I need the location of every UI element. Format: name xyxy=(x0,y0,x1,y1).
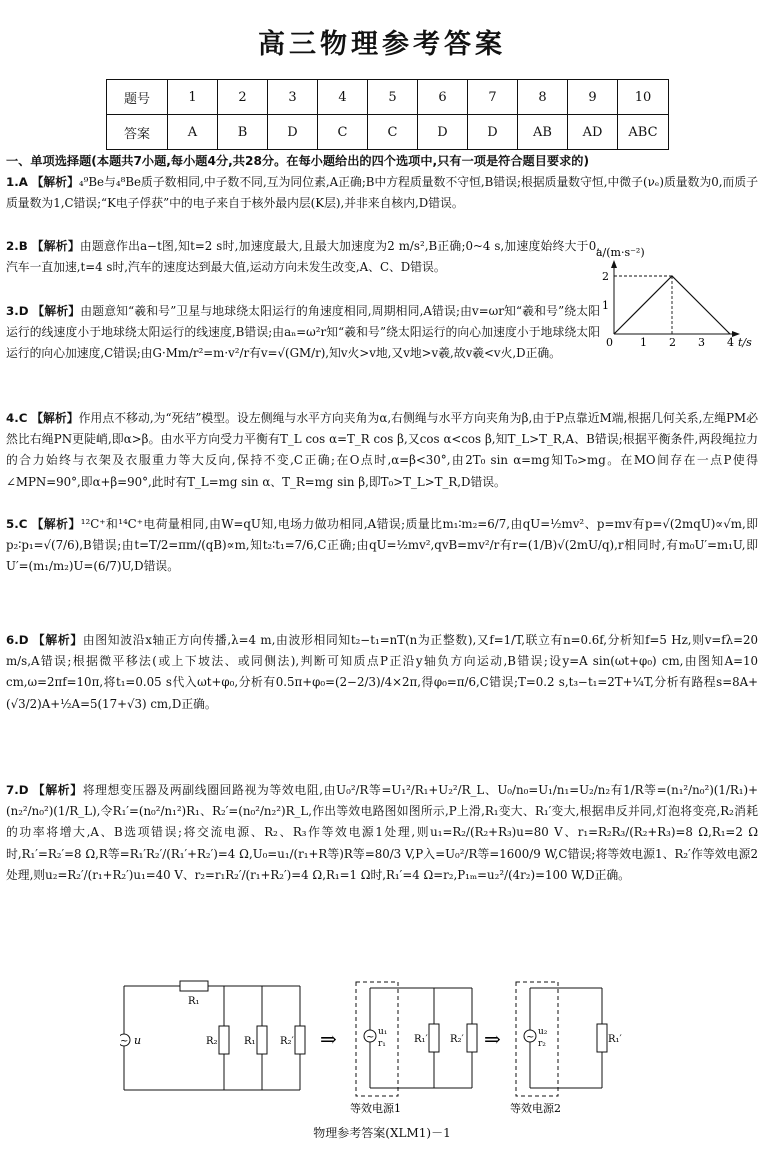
r2p-label-2: R₂′ xyxy=(450,1034,464,1045)
item-text: 作用点不移动,为“死结”模型。设左侧绳与水平方向夹角为α,右侧绳与水平方向夹角为β,由于P点靠近M端,根据几何关系,左绳PM必然比右绳PN更陡峭,即α>β。由水平方向受力平衡有T_L cos α=T_R cos β,又cos α<cos β,知T_L>T_R,A、B错误;根据平衡条件,两段绳拉力的合力始终与衣架及衣服重力等大反向,保持不变,C正确;在O点时,α=β<30°,由2T₀ sin α=mg知T₀>mg。在MO间存在一点P使得∠MPN=90°,即α+β=90°,此时有T_L=mg sin α、T_R=mg sin β,即T₀>T_L>T_R,D错误。 xyxy=(6,411,758,489)
cell: D xyxy=(268,115,318,150)
cell: AD xyxy=(568,115,618,150)
y-tick: 1 xyxy=(602,299,609,312)
cell: A xyxy=(168,115,218,150)
cell: ABC xyxy=(618,115,669,150)
cell: B xyxy=(218,115,268,150)
arrow-1: ⇒ xyxy=(320,1027,337,1051)
x-tick: 3 xyxy=(698,336,705,349)
r1-label: R₁ xyxy=(188,996,200,1007)
analysis-tag: 【解析】 xyxy=(32,633,83,647)
cell: D xyxy=(468,115,518,150)
item-text: ₄⁹Be与₄⁸Be质子数相同,中子数不同,互为同位素,A正确;B中方程质量数不守恒,B错误;根据质量数守恒,中微子(νₑ)质量数为0,而质子质量数为1,C错误;“K电子俘获”中的电子来自于核外最内层(K层),并非来自核内,D错误。 xyxy=(6,175,758,211)
solution-item-6 xyxy=(6,630,758,715)
rr2-label: r₂ xyxy=(538,1039,546,1049)
solution-item-3 xyxy=(6,301,600,365)
analysis-tag: 【解析】 xyxy=(31,239,80,253)
cell: AB xyxy=(518,115,568,150)
table-row-numbers xyxy=(107,80,669,115)
svg-text:~: ~ xyxy=(526,1032,535,1043)
u1-label: u₁ xyxy=(378,1027,388,1037)
solution-item-7 xyxy=(6,780,758,886)
equivalent-circuit-diagram xyxy=(120,978,640,1118)
cell: C xyxy=(368,115,418,150)
source-label: u xyxy=(134,1034,142,1047)
rr1-label: r₁ xyxy=(378,1039,386,1049)
analysis-tag: 【解析】 xyxy=(31,517,81,531)
acceleration-time-graph xyxy=(590,240,762,358)
eq2-caption: 等效电源2 xyxy=(510,1102,561,1115)
answer-table xyxy=(106,79,669,150)
analysis-tag: 【解析】 xyxy=(31,411,79,425)
arrow-2: ⇒ xyxy=(484,1027,501,1051)
cell: 4 xyxy=(318,80,368,115)
cell: D xyxy=(418,115,468,150)
r1p-label-2: R₁′ xyxy=(608,1034,622,1045)
analysis-tag: 【解析】 xyxy=(32,783,83,797)
page-title: 高三物理参考答案 xyxy=(258,29,506,60)
x-tick: 2 xyxy=(669,336,676,349)
page-footer: 物理参考答案(XLM1)－1 xyxy=(313,1126,451,1140)
item-text: 由题意作出a−t图,知t=2 s时,加速度最大,且最大加速度为2 m/s²,B正确;0~4 s,加速度始终大于0,汽车一直加速,t=4 s时,汽车的速度达到最大值,运动方向未发生改变,A、C、D错误。 xyxy=(6,239,600,275)
x-tick: 1 xyxy=(640,336,647,349)
solution-item-5 xyxy=(6,514,758,578)
row-label: 答案 xyxy=(107,115,168,150)
item-number: 5.C xyxy=(6,517,28,531)
section-heading: 一、单项选择题(本题共7小题,每小题4分,共28分。在每小题给出的四个选项中,只有一项是符合题目要求的) xyxy=(6,154,590,168)
eq1-caption: 等效电源1 xyxy=(350,1102,401,1115)
item-text: 由图知波沿x轴正方向传播,λ=4 m,由波形相同知t₂−t₁=nT(n为正整数),又f=1/T,联立有n=0.6f,分析知f=5 Hz,则v=fλ=20 m/s,A错误;根据微平移法(或上下坡法、或同侧法),判断可知质点P正沿y轴负方向运动,B错误;设y=A sin(ωt+φ₀) cm,由图知A=10 cm,ω=2πf=10π,将t₁=0.05 s代入ωt+φ₀,分析有0.5π+φ₀=(2−2/3)/4×2π,得φ₀=π/6,C错误;T=0.2 s,t₃−t₁=2T+¼T,分析有路程s=8A+(√3/2)A+½A=5(17+√3) cm,D正确。 xyxy=(6,633,758,711)
solution-item-1 xyxy=(6,172,758,214)
cell: 5 xyxy=(368,80,418,115)
solution-item-2 xyxy=(6,236,600,278)
cell: 6 xyxy=(418,80,468,115)
cell: 7 xyxy=(468,80,518,115)
cell: 2 xyxy=(218,80,268,115)
item-number: 4.C xyxy=(6,411,28,425)
item-number: 3.D xyxy=(6,304,29,318)
item-number: 6.D xyxy=(6,633,29,647)
graph-line xyxy=(614,276,730,334)
y-axis-label: a/(m·s⁻²) xyxy=(596,246,645,259)
analysis-tag: 【解析】 xyxy=(31,175,79,189)
item-number: 7.D xyxy=(6,783,29,797)
y-tick: 2 xyxy=(602,270,609,283)
row-label: 题号 xyxy=(107,80,168,115)
svg-text:~: ~ xyxy=(120,1036,129,1047)
item-text: ¹²C⁺和¹⁴C⁺电荷量相同,由W=qU知,电场力做功相同,A错误;质量比m₁∶m₂=6/7,由qU=½mv²、p=mv有p=√(2mqU)∝√m,即p₂∶p₁=√(7/6),B错误;由t=T/2=πm/(qB)∝m,知t₂∶t₁=7/6,C正确;由qU=½mv²,qvB=mv²/r有r=(1/B)√(2mU/q),r相同时,有m₀U′=m₁U,即U′=(m₁/m₂)U=(6/7)U,D错误。 xyxy=(6,517,759,574)
item-text: 将理想变压器及两副线圈回路视为等效电阻,由U₀²/R等=U₁²/R₁+U₂²/R_L、U₀/n₀=U₁/n₁=U₂/n₂有1/R等=(n₁²/n₀²)(1/R₁)+(n₂²/n₀²)(1/R_L),令R₁′=(n₀²/n₁²)R₁、R₂′=(n₀²/n₂²)R_L,作出等效电路图如图所示,P上滑,R₁变大、R₁′变大,根据串反并同,灯泡将变亮,R₂消耗的功率将增大,A、B选项错误;将交流电源、R₂、R₃作等效电源1处理,则u₁=R₂/(R₂+R₃)u=80 V、r₁=R₂R₃/(R₂+R₃)=8 Ω,R₁=2 Ω时,R₁′=R₂′=8 Ω,R等=R₁′R₂′/(R₁′+R₂′)=4 Ω,U₀=u₁/(r₁+R等)R等=80/3 V,P入=U₀²/R等=1600/9 W,C错误;将等效电源1、R₂′作等效电源2处理,则u₂=R₂′/(r₁+R₂′)u₁=40 V、r₂=r₁R₂′/(r₁+R₂′)=4 Ω,R₁=1 Ω时,R₁′=4 Ω=r₂,P₁ₘ=u₂²/(4r₂)=100 W,D正确。 xyxy=(6,783,758,882)
cell: C xyxy=(318,115,368,150)
cell: 8 xyxy=(518,80,568,115)
svg-text:~: ~ xyxy=(366,1032,375,1043)
cell: 1 xyxy=(168,80,218,115)
analysis-tag: 【解析】 xyxy=(32,304,81,318)
item-number: 2.B xyxy=(6,239,28,253)
cell: 10 xyxy=(618,80,669,115)
cell: 9 xyxy=(568,80,618,115)
item-number: 1.A xyxy=(6,175,28,189)
r1p-label: R₁′ xyxy=(414,1034,428,1045)
x-tick: 0 xyxy=(606,336,613,349)
u2-label: u₂ xyxy=(538,1027,548,1037)
r2p-label: R₂′ xyxy=(280,1036,294,1047)
x-tick: 4 xyxy=(727,336,734,349)
solution-item-4 xyxy=(6,408,758,493)
r2-label: R₂ xyxy=(206,1036,218,1047)
cell: 3 xyxy=(268,80,318,115)
r1-label-2: R₁ xyxy=(244,1036,256,1047)
item-text: 由题意知“羲和号”卫星与地球绕太阳运行的角速度相同,周期相同,A错误;由v=ωr知“羲和号”绕太阳运行的线速度小于地球绕太阳运行的线速度,B错误;由aₙ=ω²r知“羲和号”绕太阳运行的向心加速度小于地球绕太阳运行的向心加速度,C错误;由G·Mm/r²=m·v²/r有v=√(GM/r),知v火>v地,又v地>v羲,故v羲<v火,D正确。 xyxy=(6,304,600,361)
table-row-answers xyxy=(107,115,669,150)
x-axis-label: t/s xyxy=(738,336,752,349)
